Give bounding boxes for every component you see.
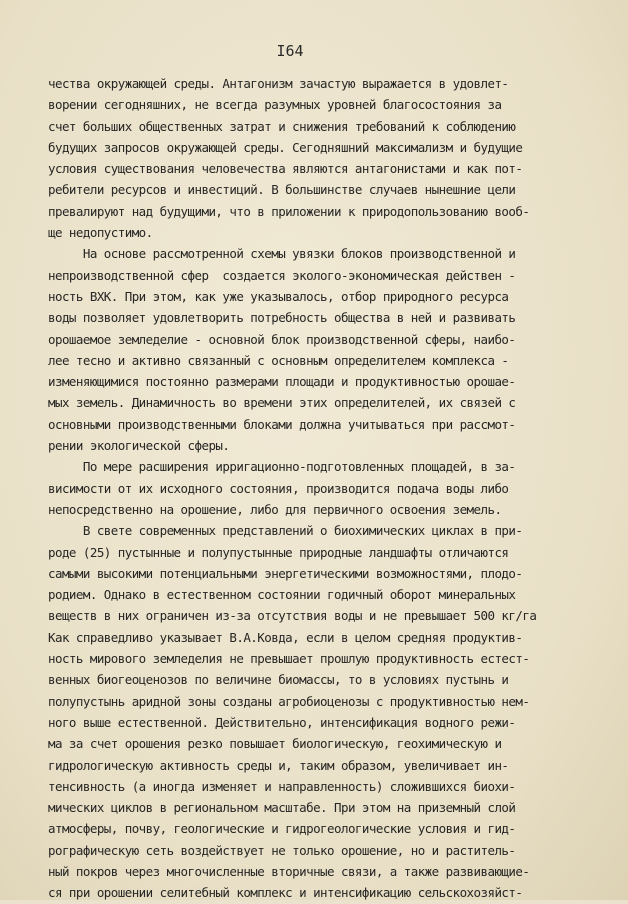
text-line: превалируют над будущими, что в приложении к природопользованию вооб-	[48, 203, 530, 219]
body-text	[48, 73, 628, 904]
text-line: ся при орошении селитебный комплекс и интенсификацию сельскохозяйст-	[48, 885, 523, 901]
text-line: По мере расширения ирригационно-подготовленных площадей, в за-	[48, 459, 516, 475]
text-line: непосредственно на орошение, либо для первичного освоения земель.	[48, 501, 502, 517]
text-line: ного выше естественной. Действительно, интенсификация водного режи-	[48, 714, 516, 730]
text-line: основными производственными блоками должна учитываться при рассмот-	[48, 416, 516, 432]
text-line: атмосферы, почву, геологические и гидрогеологические условия и гид-	[48, 821, 516, 837]
text-line: рографическую сеть воздействует не только орошение, но и раститель-	[48, 842, 516, 858]
text-line: самыми высокими потенциальными энергетическими возможностями, плодо-	[48, 565, 523, 581]
page-number: I64	[276, 42, 304, 60]
text-line: ще недопустимо.	[48, 225, 153, 241]
text-line: рении экологической сферы.	[48, 438, 230, 454]
text-line: мических циклов в региональном масштабе. При этом на приземный слой	[48, 800, 516, 816]
text-line: Как справедливо указывает В.А.Ковда, если в целом средняя продуктив-	[48, 629, 523, 645]
text-line: чества окружающей среды. Антагонизм зачастую выражается в удовлет-	[48, 76, 509, 91]
text-line: На основе рассмотренной схемы увязки блоков производственной и	[48, 246, 516, 262]
text-line: изменяющимися постоянно размерами площади и продуктивностью орошае-	[48, 374, 516, 390]
text-line: ма за счет орошения резко повышает биологическую, геохимическую и	[48, 736, 502, 752]
text-line: условия существования человечества являются антагонистами и как пот-	[48, 161, 523, 177]
text-line: полупустынь аридной зоны созданы агробиоценозы с продуктивностью нем-	[48, 693, 530, 709]
text-line: непроизводственной сфер создается эколого-экономическая действен -	[48, 267, 516, 283]
text-line: ность мирового земледелия не превышает прошлую продуктивность естест-	[48, 651, 530, 667]
text-line: ность ВХК. При этом, как уже указывалось, отбор природного ресурса	[48, 288, 509, 304]
text-line: висимости от их исходного состояния, производится подача воды либо	[48, 480, 509, 496]
text-line: венных биогеоценозов по величине биомассы, то в условиях пустынь и	[48, 672, 509, 688]
text-line: счет больших общественных затрат и снижения требований к соблюдению	[48, 118, 516, 134]
text-line: мых земель. Динамичность во времени этих определителей, их связей с	[48, 395, 516, 411]
text-line: тенсивность (а иногда изменяет и направленность) сложившихся биохи-	[48, 778, 516, 794]
text-line: роде (25) пустынные и полупустынные природные ландшафты отличаются	[48, 544, 509, 560]
text-line: В свете современных представлений о биохимических циклах в при-	[48, 523, 523, 539]
text-line: орошаемое земледелие - основной блок производственной сферы, наибо-	[48, 331, 516, 347]
text-line: гидрологическую активность среды и, таким образом, увеличивает ин-	[48, 757, 509, 773]
text-line: будущих запросов окружающей среды. Сегодняшний максимализм и будущие	[48, 139, 523, 155]
text-line: веществ в них ограничен из-за отсутствия воды и не превышает 500 кг/га	[48, 608, 537, 624]
text-line: воды позволяет удовлетворить потребность общества в ней и развивать	[48, 310, 516, 326]
text-line: ный покров через многочисленные вторичные связи, а также развивающие-	[48, 863, 530, 879]
text-line: ворении сегодняшних, не всегда разумных уровней благосостояния за	[48, 97, 502, 113]
text-line: лее тесно и активно связанный с основным определителем комплекса -	[48, 352, 509, 368]
text-line: родием. Однако в естественном состоянии годичный оборот минеральных	[48, 587, 516, 603]
text-line: ребители ресурсов и инвестиций. В большинстве случаев нынешние цели	[48, 182, 516, 198]
